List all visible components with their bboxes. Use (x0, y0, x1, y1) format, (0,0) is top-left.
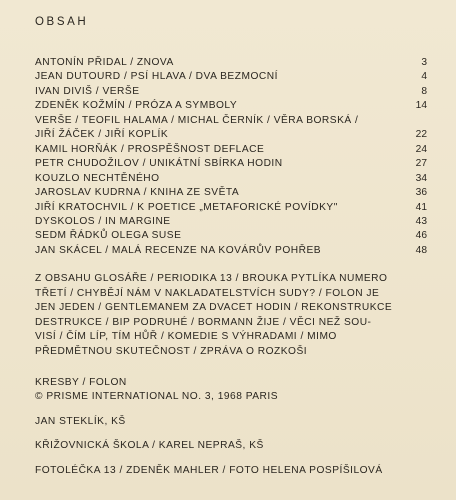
credit-krizovnicka: KŘIŽOVNICKÁ ŠKOLA / KAREL NEPRAŠ, KŠ (35, 440, 264, 451)
toc-entry-page: 27 (415, 158, 427, 170)
toc-entry-title: JAROSLAV KUDRNA / KNIHA ZE SVĚTA (35, 187, 240, 199)
toc-entry (35, 201, 427, 215)
toc-entry-title: JIŘÍ ŽÁČEK / JIŘÍ KOPLÍK (35, 129, 169, 141)
toc-entry-title: JAN SKÁCEL / MALÁ RECENZE NA KOVÁRŮV POHŘEB (35, 244, 322, 256)
toc-entry-page: 8 (421, 85, 427, 97)
toc-entry-title: KAMIL HORŇÁK / PROSPĚŠNOST DEFLACE (35, 143, 265, 155)
toc-entry (35, 143, 427, 157)
glosar-line: JEN JEDEN / GENTLEMANEM ZA DVACET HODIN / REKONSTRUKCE (35, 302, 393, 314)
toc-entry-page: 22 (415, 129, 427, 141)
toc-entry (35, 70, 427, 84)
toc-entry (35, 157, 427, 171)
toc-entry-page: 41 (415, 201, 427, 213)
toc-entry-page: 3 (421, 57, 427, 68)
toc-entry-page: 4 (421, 71, 427, 83)
glosar-summary (35, 272, 427, 360)
toc-entry-page: 24 (415, 143, 427, 155)
toc-entry-title: VERŠE / TEOFIL HALAMA / MICHAL ČERNÍK / VĚRA BORSKÁ / (35, 114, 359, 126)
toc-entry-page: 46 (415, 230, 427, 242)
toc-entry (35, 215, 427, 229)
credit-steklik: JAN STEKLÍK, KŠ (35, 416, 126, 427)
contents-heading: OBSAH (35, 16, 89, 28)
toc-entry (35, 244, 427, 258)
glosar-line: TŘETÍ / CHYBĚJÍ NÁM V NAKLADATELSTVÍCH SUDY? / FOLON JE (35, 287, 380, 299)
glosar-line: VISÍ / ČÍM LÍP, TÍM HŮŘ / KOMEDIE S VÝHRADAMI / MIMO (35, 331, 337, 343)
toc-entry-title: JIŘÍ KRATOCHVIL / K POETICE „METAFORICKÉ POVÍDKY" (35, 201, 338, 213)
toc-entry-title: JEAN DUTOURD / PSÍ HLAVA / DVA BEZMOCNÍ (35, 71, 278, 83)
toc-entry (35, 128, 427, 142)
toc-entry-title: ZDENĚK KOŽMÍN / PRÓZA A SYMBOLY (35, 100, 238, 112)
toc-entry-page: 43 (415, 215, 427, 227)
toc-entry-title: IVAN DIVIŠ / VERŠE (35, 85, 140, 97)
toc-entry (35, 186, 427, 200)
toc-entry-title: SEDM ŘÁDKŮ OLEGA SUSE (35, 230, 182, 242)
glosar-line: DESTRUKCE / BIP PODRUHÉ / BORMANN ŽIJE / VĚCI NEŽ SOU- (35, 316, 372, 328)
toc-entry-title: ANTONÍN PŘIDAL / ZNOVA (35, 57, 174, 68)
toc-entry (35, 99, 427, 113)
glosar-line: PŘEDMĚTNOU SKUTEČNOST / ZPRÁVA O ROZKOŠI (35, 345, 308, 357)
copyright-line: © PRISME INTERNATIONAL NO. 3, 1968 PARIS (35, 391, 279, 402)
toc-entry-title: DYSKOLOS / IN MARGINE (35, 215, 171, 227)
toc-entry (35, 229, 427, 243)
toc-entry (35, 85, 427, 99)
toc-entry-page: 48 (415, 244, 427, 256)
credit-fotolecka: FOTOLÉČKA 13 / ZDENĚK MAHLER / FOTO HELENA POSPÍŠILOVÁ (35, 465, 383, 476)
illustrations-credit: KRESBY / FOLON (35, 377, 127, 388)
toc-entry (35, 172, 427, 186)
table-of-contents (35, 56, 427, 258)
toc-entry-page: 34 (415, 172, 427, 184)
toc-entry-title: PETR CHUDOŽILOV / UNIKÁTNÍ SBÍRKA HODIN (35, 158, 283, 170)
toc-entry-page: 14 (415, 100, 427, 112)
glosar-line: Z OBSAHU GLOSÁŘE / PERIODIKA 13 / BROUKA PYTLÍKA NUMERO (35, 273, 388, 284)
toc-entry (35, 114, 427, 128)
toc-entry-page: 36 (415, 187, 427, 199)
toc-entry (35, 56, 427, 70)
toc-entry-title: KOUZLO NECHTĚNÉHO (35, 172, 160, 184)
